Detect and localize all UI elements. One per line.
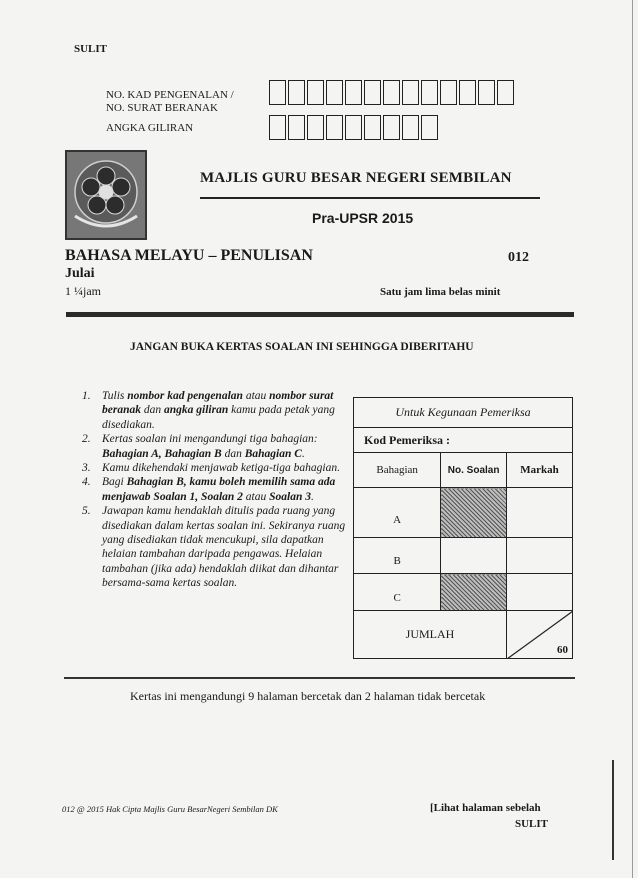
id-number-boxes[interactable] (269, 80, 516, 105)
instruction-emphasis: nombor surat beranak (102, 390, 334, 417)
instruction-number: 5. (82, 505, 91, 518)
instruction-text: . (301, 447, 305, 460)
digit-box[interactable] (345, 115, 362, 140)
examiner-table-title: Untuk Kegunaan Pemeriksa (354, 398, 573, 428)
instruction-item (82, 504, 347, 590)
digit-box[interactable] (269, 115, 286, 140)
section-c-label: C (354, 574, 441, 611)
exam-month: Julai (65, 266, 95, 281)
section-a-label: A (354, 488, 441, 538)
instruction-emphasis: Bahagian C (244, 447, 302, 460)
section-b-markah-cell[interactable] (507, 538, 573, 574)
digit-box[interactable] (345, 80, 362, 105)
examiner-table (353, 397, 573, 659)
header-markah: Markah (507, 453, 573, 488)
section-c-soalan-shaded (441, 574, 507, 611)
digit-box[interactable] (402, 80, 419, 105)
total-marks-value: 60 (557, 644, 568, 656)
digit-box[interactable] (440, 80, 457, 105)
instruction-text: Tulis (102, 390, 128, 402)
header-bahagian: Bahagian (354, 453, 441, 488)
instruction-text: kamu pada petak yang disediakan. (102, 404, 335, 431)
section-c-markah-cell[interactable] (507, 574, 573, 611)
total-marks-cell[interactable] (507, 611, 573, 659)
instruction-emphasis: Bahagian A, Bahagian B (102, 447, 222, 460)
title-underline (200, 197, 540, 199)
digit-box[interactable] (421, 115, 438, 140)
organization-title: MAJLIS GURU BESAR NEGERI SEMBILAN (200, 170, 512, 186)
instruction-text: dan (221, 447, 245, 460)
jumlah-label: JUMLAH (354, 611, 507, 659)
digit-box[interactable] (459, 80, 476, 105)
next-page-note: [Lihat halaman sebelah (430, 802, 541, 814)
digit-box[interactable] (421, 80, 438, 105)
digit-box[interactable] (288, 80, 305, 105)
digit-box[interactable] (288, 115, 305, 140)
instruction-emphasis: nombor kad pengenalan (127, 390, 243, 402)
instruction-emphasis: Soalan 3 (269, 490, 311, 503)
digit-box[interactable] (326, 115, 343, 140)
section-a-soalan-shaded (441, 488, 507, 538)
id-label-line2: NO. SURAT BERANAK (106, 102, 218, 114)
council-emblem-icon (65, 150, 147, 240)
instruction-text: Bagi (102, 476, 127, 489)
id-label-line1: NO. KAD PENGENALAN / (106, 89, 234, 101)
digit-box[interactable] (478, 80, 495, 105)
exam-name: Pra-UPSR 2015 (312, 210, 414, 226)
instruction-number: 2. (82, 433, 91, 446)
instruction-text: Jawapan kamu hendaklah ditulis pada ruang yang disediakan dalam kertas soalan ini. Sekiranya ruang yang disediakan tidak mencukupi, sila dapatkan helaian tambahan daripada pengawas. Helaian tambahan (jika ada) hendaklah diikat dan dihantar bersama-sama kertas soalan. (102, 505, 346, 590)
instruction-text: atau (242, 490, 270, 503)
digit-box[interactable] (269, 80, 286, 105)
kod-pemeriksa-label: Kod Pemeriksa : (354, 428, 573, 453)
instruction-item (82, 432, 347, 461)
warning-text: JANGAN BUKA KERTAS SOALAN INI SEHINGGA DIBERITAHU (130, 341, 474, 353)
digit-box[interactable] (326, 80, 343, 105)
sulit-label-bottom: SULIT (515, 818, 549, 830)
instruction-item (82, 475, 347, 504)
section-b-soalan-cell[interactable] (441, 538, 507, 574)
instruction-text: atau (242, 390, 270, 402)
duration-short: 1 ¼jam (65, 284, 101, 298)
instruction-emphasis: Bahagian B, kamu boleh memilih sama ada menjawab Soalan 1, Soalan 2 (102, 476, 336, 503)
digit-box[interactable] (307, 115, 324, 140)
digit-box[interactable] (383, 80, 400, 105)
digit-box[interactable] (364, 80, 381, 105)
section-a-markah-cell[interactable] (507, 488, 573, 538)
giliran-boxes[interactable] (269, 115, 440, 140)
subject-title: BAHASA MELAYU – PENULISAN (65, 247, 313, 264)
instruction-text: . (311, 490, 314, 503)
section-b-label: B (354, 538, 441, 574)
instruction-number: 3. (82, 462, 91, 475)
instruction-list (82, 389, 347, 591)
sulit-label-top: SULIT (74, 43, 108, 55)
instruction-emphasis: angka giliran (163, 404, 229, 417)
instruction-text: dan (140, 404, 164, 417)
header-no-soalan: No. Soalan (441, 453, 507, 488)
scan-edge (632, 0, 633, 878)
digit-box[interactable] (402, 115, 419, 140)
digit-box[interactable] (307, 80, 324, 105)
page-count-text: Kertas ini mengandungi 9 halaman bercetak dan 2 halaman tidak bercetak (130, 689, 486, 703)
digit-box[interactable] (364, 115, 381, 140)
header-divider (66, 312, 574, 317)
instruction-item (82, 461, 347, 475)
instruction-text: Kamu dikehendaki menjawab ketiga-tiga bahagian. (102, 462, 340, 475)
instruction-item (82, 389, 347, 432)
digit-box[interactable] (497, 80, 514, 105)
footer-divider (64, 677, 575, 679)
instruction-number: 4. (82, 476, 91, 489)
instruction-text: Kertas soalan ini mengandungi tiga bahagian: (102, 433, 318, 446)
duration-long: Satu jam lima belas minit (380, 286, 501, 298)
digit-box[interactable] (383, 115, 400, 140)
paper-code: 012 (508, 250, 529, 265)
id-label (106, 89, 234, 115)
copyright-text: 012 @ 2015 Hak Cipta Majlis Guru BesarNegeri Sembilan DK (62, 804, 278, 814)
giliran-label: ANGKA GILIRAN (106, 122, 194, 134)
instruction-number: 1. (82, 390, 91, 402)
scan-edge-mark (612, 760, 614, 860)
